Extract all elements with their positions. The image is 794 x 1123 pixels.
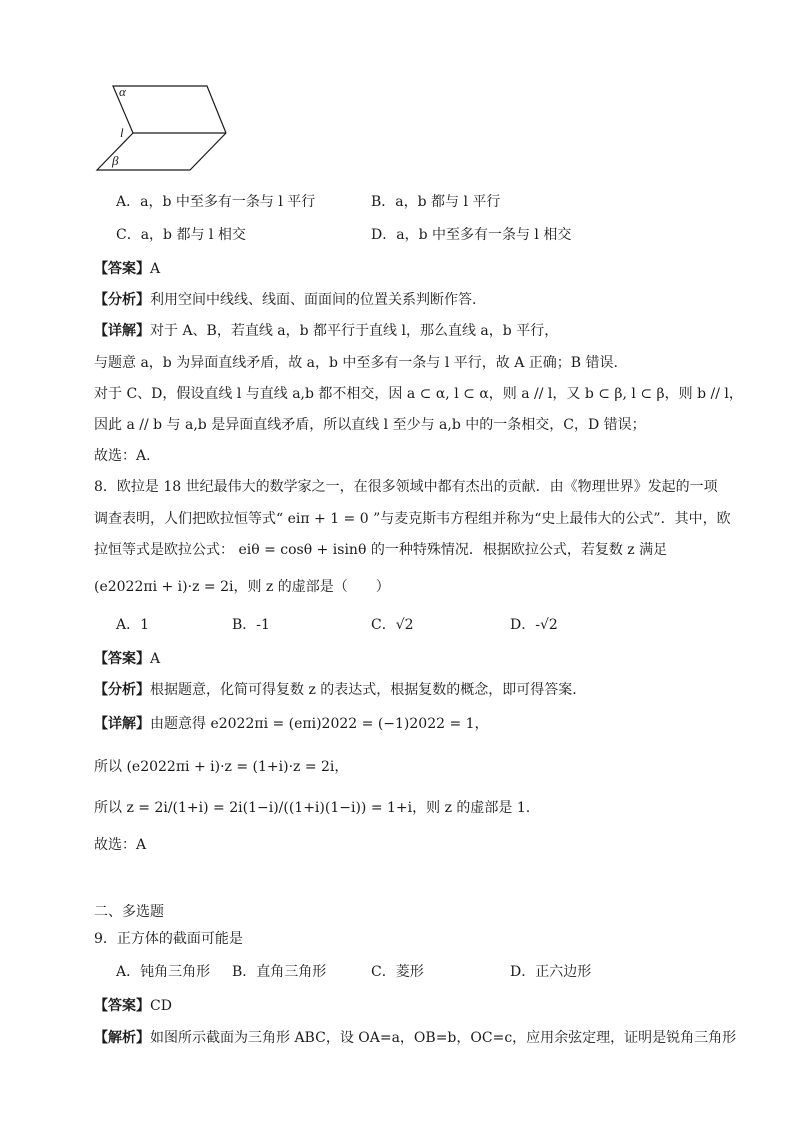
q8-stem-line-1: 8．欧拉是 18 世纪最伟大的数学家之一，在很多领域中都有杰出的贡献．由《物理世界》发起的一项: [94, 479, 718, 495]
q7-option-b: B．a，b 都与 l 平行: [371, 194, 501, 210]
q7-detail-line-1: [94, 320, 558, 340]
q9-stem: 9．正方体的截面可能是: [94, 931, 243, 947]
analysis-text: 利用空间中线线、线面、面面间的位置关系判断作答.: [150, 292, 477, 308]
q7-analysis: [94, 289, 476, 309]
q9-option-b: B．直角三角形: [232, 964, 327, 980]
answer-tag: 【答案】: [94, 651, 150, 667]
q9-answer: [94, 995, 172, 1015]
detail-text: 由题意得 e2022πi = (eπi)2022 = (−1)2022 = 1，: [150, 716, 489, 732]
q8-stem-line-3: 拉恒等式是欧拉公式： eiθ = cosθ + isinθ 的一种特殊情况．根据欧拉公式，若复数 z 满足: [94, 542, 668, 558]
analysis-tag: 【分析】: [94, 292, 150, 308]
q8-stem-line-4: (e2022πi + i)·z = 2i，则 z 的虚部是（ ）: [94, 579, 390, 595]
q8-option-c: C．√2: [371, 617, 414, 633]
q8-detail-line-2: 所以 (e2022πi + i)·z = (1+i)·z = 2i，: [94, 759, 349, 775]
q8-stem-line-2: 调查表明，人们把欧拉恒等式“ eiπ + 1 = 0 ”与麦克斯韦方程组并称为“史上最伟大的公式”．其中，欧: [94, 511, 731, 527]
detail-text: 对于 A、B，若直线 a，b 都平行于直线 l，那么直线 a，b 平行，: [150, 323, 559, 339]
q8-answer: [94, 648, 160, 668]
answer-tag: 【答案】: [94, 998, 150, 1014]
q8-option-d: D．-√2: [510, 617, 558, 633]
detail-tag: 【详解】: [94, 716, 150, 732]
plane-alpha-outline: [113, 86, 226, 133]
q8-choose: 故选：A: [94, 837, 147, 853]
analysis-tag: 【分析】: [94, 682, 150, 698]
answer-value: CD: [150, 998, 172, 1014]
q7-answer: [94, 258, 160, 278]
q7-detail-line-3: 对于 C、D，假设直线 l 与直线 a,b 都不相交，因 a ⊂ α, l ⊂ α，则 a // l，又 b ⊂ β, l ⊂ β，则 b // l，: [94, 386, 743, 402]
analysis-tag: 【解析】: [94, 1030, 150, 1046]
analysis-text: 如图所示截面为三角形 ABC，设 OA=a，OB=b，OC=c，应用余弦定理，证明是锐角三角形: [150, 1030, 737, 1046]
answer-value: A: [150, 651, 161, 667]
answer-tag: 【答案】: [94, 261, 150, 277]
answer-value: A: [150, 261, 161, 277]
label-alpha: α: [119, 84, 126, 99]
q7-detail-line-4: 因此 a // b 与 a,b 是异面直线矛盾，所以直线 l 至少与 a,b 中的一条相交，C，D 错误；: [94, 417, 646, 433]
detail-tag: 【详解】: [94, 323, 150, 339]
q7-choose: 故选：A.: [94, 448, 151, 464]
q9-option-a: A．钝角三角形: [116, 964, 211, 980]
q8-analysis: [94, 679, 577, 699]
q9-analysis: [94, 1027, 736, 1047]
label-beta: β: [112, 153, 119, 168]
section-title: 二、多选题: [94, 904, 164, 920]
q8-option-a: A．1: [116, 617, 150, 633]
analysis-text: 根据题意，化简可得复数 z 的表达式，根据复数的概念，即可得答案.: [150, 682, 577, 698]
q9-option-d: D．正六边形: [510, 964, 592, 980]
q8-detail-line-3: 所以 z = 2i/(1+i) = 2i(1−i)/((1+i)(1−i)) = 1+i，则 z 的虚部是 1.: [94, 800, 531, 816]
q8-option-b: B．-1: [232, 617, 270, 633]
q7-option-c: C．a，b 都与 l 相交: [116, 227, 246, 243]
q7-detail-line-2: 与题意 a，b 为异面直线矛盾，故 a，b 中至多有一条与 l 平行，故 A 正确；B 错误.: [94, 355, 618, 371]
q7-option-d: D．a，b 中至多有一条与 l 相交: [371, 227, 572, 243]
q9-option-c: C．菱形: [371, 964, 424, 980]
q7-option-a: A．a，b 中至多有一条与 l 平行: [116, 194, 316, 210]
label-l: l: [120, 125, 124, 140]
q8-detail-line-1: [94, 713, 489, 733]
